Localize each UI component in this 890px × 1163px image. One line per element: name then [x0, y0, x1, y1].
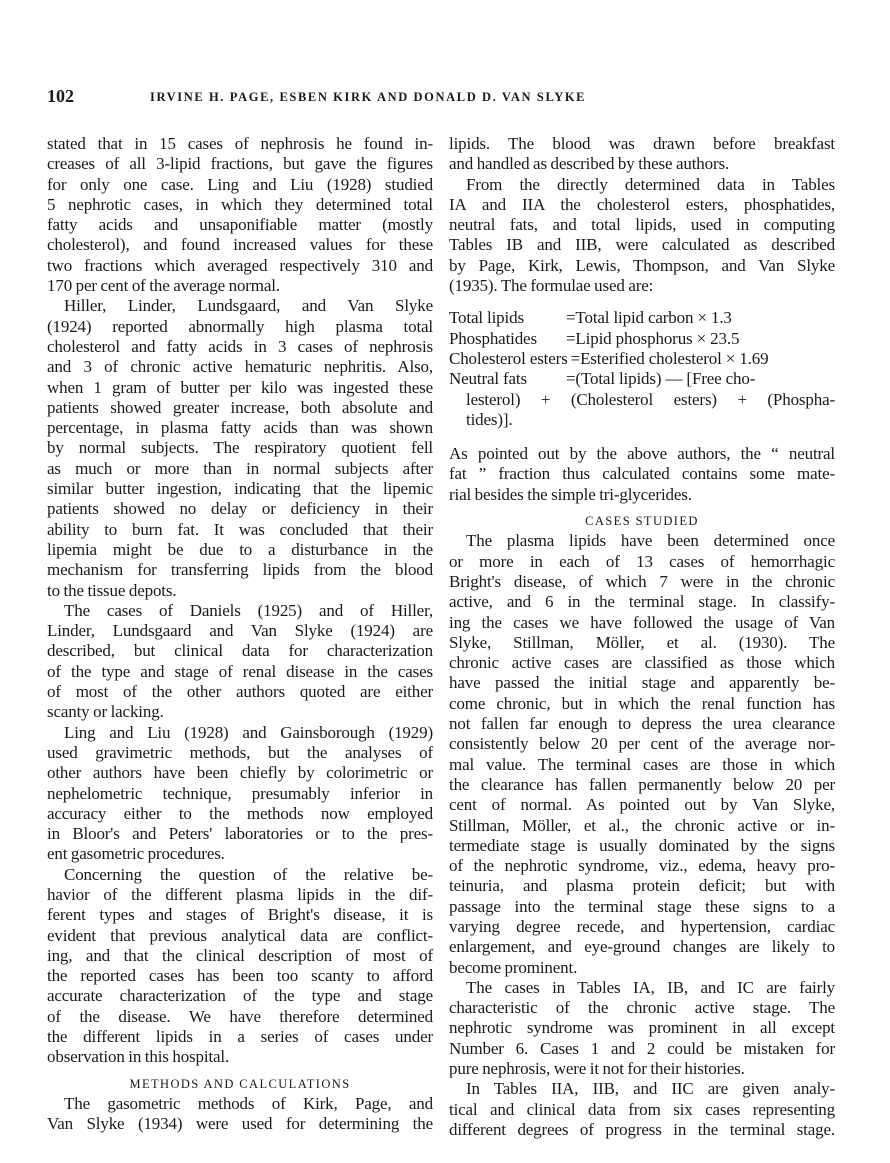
text-line: teinuria, and plasma protein deficit; but with	[449, 876, 835, 896]
text-line: patients showed greater increase, both absolute and	[47, 397, 433, 417]
text-line: stated that in 15 cases of nephrosis he found in-	[47, 134, 433, 153]
text-line: patients showed no delay or deficiency in their	[47, 499, 433, 519]
text-line: two fractions which averaged respectively 310 and	[47, 255, 433, 275]
text-line: cent of normal. As pointed out by Van Slyke,	[449, 795, 835, 815]
paragraph	[449, 1079, 835, 1140]
formula-label: Phosphatides	[449, 328, 537, 348]
text-line: described, but clinical data for characterization	[47, 641, 433, 661]
text-line: Hiller, Linder, Lundsgaard, and Van Slyke	[64, 296, 433, 316]
text-line: The plasma lipids have been determined once	[466, 531, 835, 551]
text-line: accurate characterization of the type and stage	[47, 986, 433, 1006]
text-line: mechanism for transferring lipids from the blood	[47, 560, 433, 580]
paragraph	[47, 134, 433, 296]
formula-block	[449, 308, 835, 430]
text-line: lipids. The blood was drawn before breakfast	[449, 134, 835, 153]
text-line: of the type and stage of renal disease in the cases	[47, 661, 433, 681]
text-line: by normal subjects. The respiratory quotient fell	[47, 438, 433, 458]
text-line: ability to burn fat. It was concluded that their	[47, 519, 433, 539]
right-column	[449, 134, 835, 1140]
text-line: for only one case. Ling and Liu (1928) studied	[47, 174, 433, 194]
formula-row	[449, 369, 835, 389]
text-line: similar butter ingestion, indicating that the lipemic	[47, 479, 433, 499]
text-line: observation in this hospital.	[47, 1047, 230, 1067]
paragraph	[449, 978, 835, 1079]
running-head: IRVINE H. PAGE, ESBEN KIRK AND DONALD D. VAN SLYKE	[150, 90, 587, 104]
text-line: consistently below 20 per cent of the average nor-	[449, 734, 835, 754]
text-line: (1924) reported abnormally high plasma total	[47, 316, 433, 336]
formula-continuation: lesterol) + (Cholesterol esters) + (Phospha-	[466, 389, 835, 409]
text-line: evident that previous analytical data are conflict-	[47, 925, 433, 945]
text-line: not fallen far enough to depress the urea clearance	[449, 714, 835, 734]
text-line: The cases of Daniels (1925) and of Hiller,	[64, 600, 433, 620]
formula-continuation: tides)].	[466, 409, 513, 429]
paragraph	[449, 175, 835, 297]
formula-label: Cholesterol esters	[449, 348, 568, 368]
formula-label: Neutral fats	[449, 369, 527, 389]
paragraph	[449, 531, 835, 978]
text-line: fatty acids and unsaponifiable matter (mostly	[47, 215, 433, 235]
text-line: lipemia might be due to a disturbance in the	[47, 539, 433, 559]
text-line: characteristic of the chronic active stage. The	[449, 998, 835, 1018]
text-line: havior of the different plasma lipids in the dif-	[47, 884, 433, 904]
text-line: active, and 6 in the terminal stage. In classify-	[449, 592, 835, 612]
paragraph	[47, 601, 433, 723]
text-line: fat ” fraction thus calculated contains some mate-	[449, 464, 835, 484]
text-line: nephrotic syndrome was prominent in all except	[449, 1018, 835, 1038]
text-line: Tables IB and IIB, were calculated as described	[449, 235, 835, 255]
text-line: and handled as described by these authors.	[449, 154, 730, 174]
text-line: of the disease. We have therefore determined	[47, 1006, 433, 1026]
text-line: rial besides the simple tri-glycerides.	[449, 484, 692, 504]
text-line: when 1 gram of butter per kilo was ingested these	[47, 377, 433, 397]
text-line: termediate stage is usually dominated by the signs	[449, 835, 835, 855]
text-line: As pointed out by the above authors, the “ neutral	[449, 444, 835, 464]
text-line: percentage, in plasma fatty acids than was shown	[47, 418, 433, 438]
text-line: the reported cases has been too scanty to afford	[47, 966, 433, 986]
paragraph	[47, 1094, 433, 1135]
paragraph	[47, 865, 433, 1068]
text-line: scanty or lacking.	[47, 702, 164, 722]
text-line: of most of the other authors quoted are either	[47, 682, 433, 702]
text-line: In Tables IIA, IIB, and IIC are given analy-	[466, 1079, 835, 1099]
formula-value: =Lipid phosphorus × 23.5	[566, 328, 740, 348]
text-line: chronic active cases are classified as those which	[449, 653, 835, 673]
text-line: to the tissue depots.	[47, 580, 177, 600]
text-line: as much or more than in normal subjects after	[47, 458, 433, 478]
formula-label: Total lipids	[449, 308, 524, 328]
text-line: in Bloor's and Peters' laboratories or to the pres-	[47, 824, 433, 844]
formula-value: =Total lipid carbon × 1.3	[566, 308, 732, 328]
text-line: The gasometric methods of Kirk, Page, and	[64, 1093, 433, 1113]
text-line: tical and clinical data from six cases representing	[449, 1099, 835, 1119]
text-line: enlargement, and eye-ground changes are likely to	[449, 937, 835, 957]
text-line: creases of all 3-lipid fractions, but gave the figures	[47, 154, 433, 174]
formula-row	[449, 329, 835, 349]
text-line: Number 6. Cases 1 and 2 could be mistaken for	[449, 1038, 835, 1058]
text-line: Slyke, Stillman, Möller, et al. (1930). The	[449, 632, 835, 652]
formula-row	[449, 349, 835, 369]
text-line: From the directly determined data in Tables	[466, 174, 835, 194]
text-line: Van Slyke (1934) were used for determining the	[47, 1114, 433, 1134]
text-line: cholesterol), and found increased values for these	[47, 235, 433, 255]
text-line: passage into the terminal stage these signs to a	[449, 896, 835, 916]
text-line: have passed the initial stage and apparently be-	[449, 673, 835, 693]
text-line: 170 per cent of the average normal.	[47, 276, 280, 296]
section-heading: METHODS AND CALCULATIONS	[129, 1076, 351, 1091]
paragraph	[449, 134, 835, 175]
left-column	[47, 134, 433, 1135]
text-line: accuracy either to the methods now employed	[47, 803, 433, 823]
text-line: (1935). The formulae used are:	[449, 276, 654, 296]
text-line: ent gasometric procedures.	[47, 844, 225, 864]
text-line: Concerning the question of the relative be-	[64, 864, 433, 884]
text-line: come chronic, but in which the renal function has	[449, 693, 835, 713]
text-line: other authors have been chiefly by colorimetric or	[47, 763, 433, 783]
text-line: or more in each of 13 cases of hemorrhagic	[449, 551, 835, 571]
text-line: ing the cases we have followed the usage of Van	[449, 612, 835, 632]
text-line: mal value. The terminal cases are those in which	[449, 754, 835, 774]
text-line: 5 nephrotic cases, in which they determined total	[47, 194, 433, 214]
text-line: pure nephrosis, were it not for their histories.	[449, 1059, 745, 1079]
text-line: ing, and that the clinical description of most of	[47, 945, 433, 965]
text-line: Stillman, Möller, et al., the chronic active or in-	[449, 815, 835, 835]
text-line: nephelometric technique, presumably inferior in	[47, 783, 433, 803]
text-line: different degrees of progress in the terminal stage.	[449, 1119, 835, 1139]
text-line: neutral fats, and total lipids, used in computing	[449, 215, 835, 235]
text-line: varying degree recede, and hypertension, cardiac	[449, 916, 835, 936]
text-line: the clearance has fallen permanently below 20 per	[449, 774, 835, 794]
formula-value: =(Total lipids) — [Free cho-	[566, 369, 756, 389]
formula-row	[449, 308, 835, 328]
text-line: used gravimetric methods, but the analyses of	[47, 742, 433, 762]
text-line: The cases in Tables IA, IB, and IC are fairly	[466, 977, 835, 997]
text-line: ferent types and stages of Bright's disease, it is	[47, 905, 433, 925]
paragraph	[47, 723, 433, 865]
text-line: of the nephrotic syndrome, viz., edema, heavy pro-	[449, 856, 835, 876]
text-line: Linder, Lundsgaard and Van Slyke (1924) are	[47, 621, 433, 641]
text-line: become prominent.	[449, 957, 578, 977]
paragraph	[47, 296, 433, 600]
text-line: cholesterol and fatty acids in 3 cases of nephrosis	[47, 336, 433, 356]
text-line: IA and IIA the cholesterol esters, phosphatides,	[449, 194, 835, 214]
text-line: Bright's disease, of which 7 were in the chronic	[449, 571, 835, 591]
paragraph	[449, 444, 835, 505]
section-heading: CASES STUDIED	[585, 514, 699, 529]
text-line: Ling and Liu (1928) and Gainsborough (1929)	[64, 722, 433, 742]
formula-value: =Esterified cholesterol × 1.69	[570, 348, 769, 368]
text-line: the different lipids in a series of cases under	[47, 1027, 433, 1047]
page-number: 102	[47, 86, 74, 106]
text-line: by Page, Kirk, Lewis, Thompson, and Van Slyke	[449, 255, 835, 275]
text-line: and 3 of chronic active hematuric nephritis. Also,	[47, 357, 433, 377]
